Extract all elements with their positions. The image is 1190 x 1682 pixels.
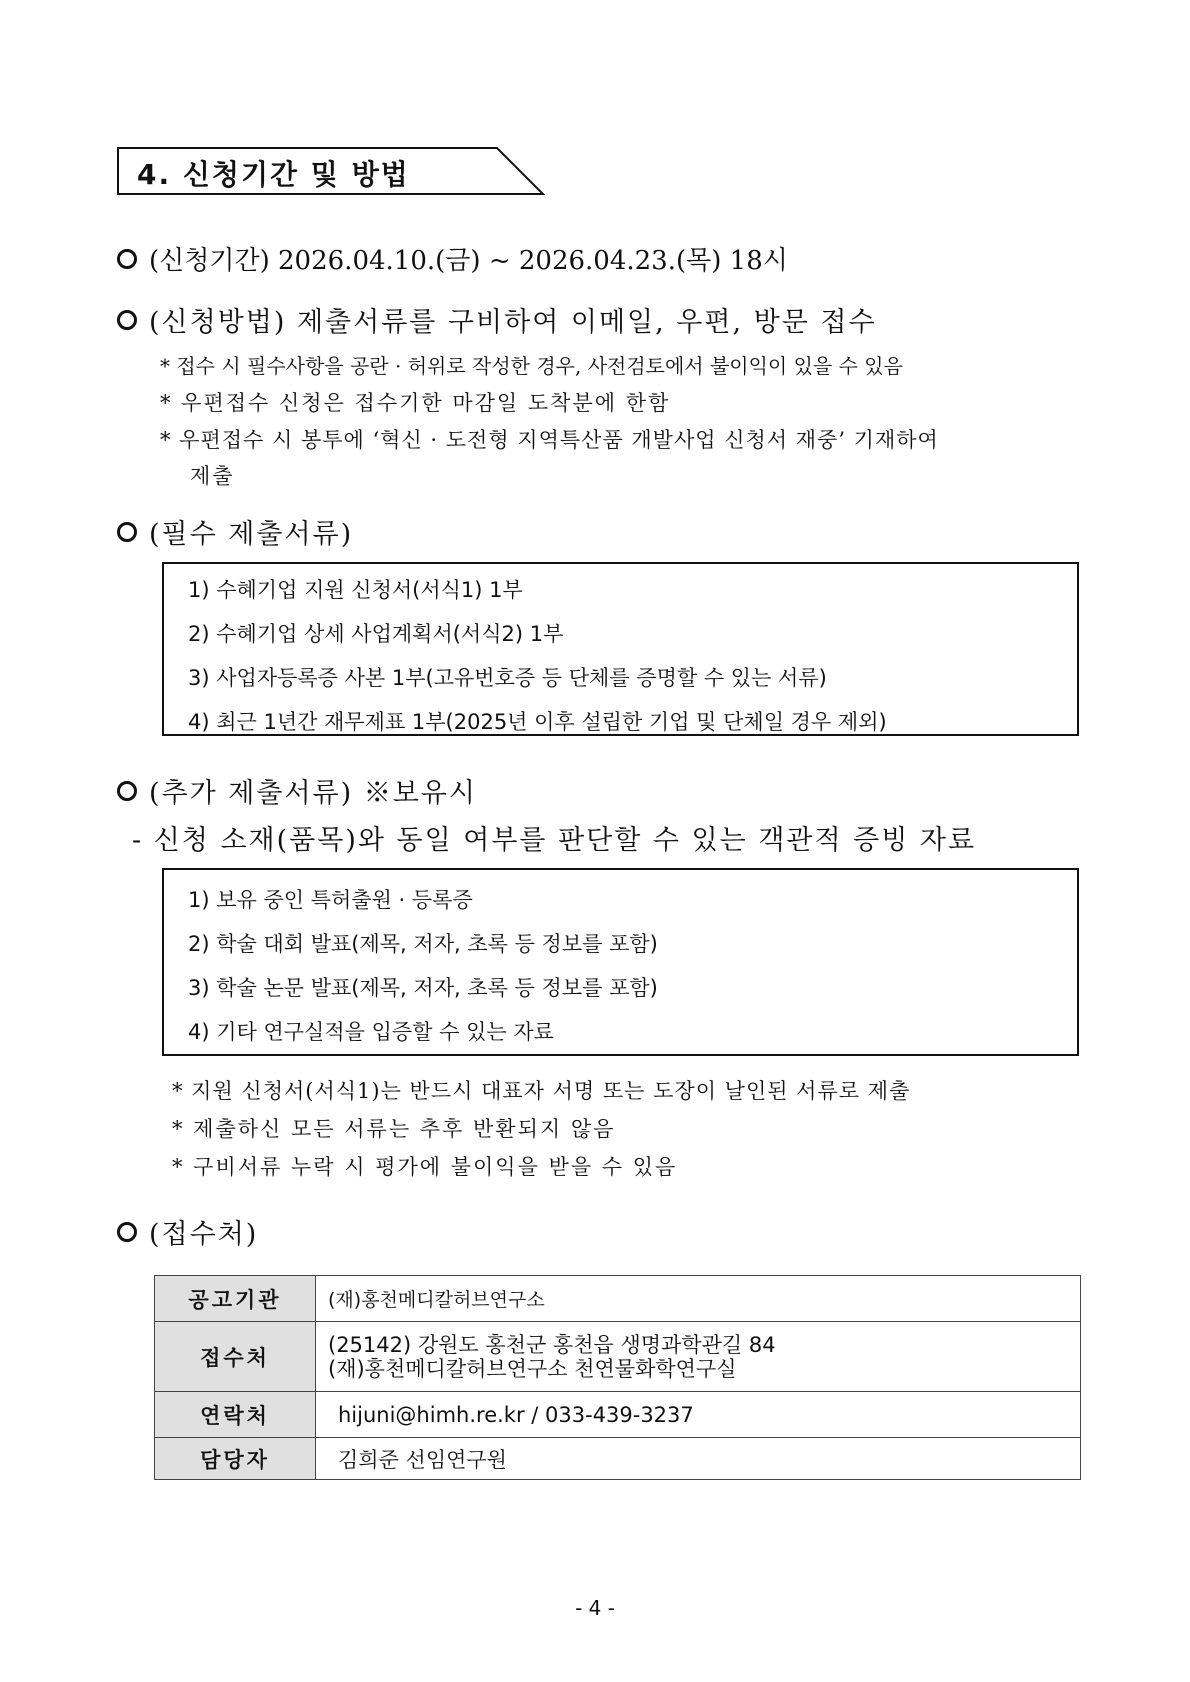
required-docs-text: (필수 제출서류) <box>149 519 354 550</box>
method-bullet <box>117 300 877 339</box>
reception-bullet <box>117 1212 258 1251</box>
method-note: 제출 <box>190 464 235 488</box>
list-item: 3) 사업자등록증 사본 1부(고유번호증 등 단체를 증명할 수 있는 서류) <box>188 666 827 690</box>
circle-bullet-icon <box>117 781 137 801</box>
additional-docs-note: * 구비서류 누락 시 평가에 불이익을 받을 수 있음 <box>172 1155 678 1179</box>
list-item: 2) 학술 대회 발표(제목, 저자, 초록 등 정보를 포함) <box>188 932 658 956</box>
circle-bullet-icon <box>117 522 137 542</box>
list-item: 1) 수혜기업 지원 신청서(서식1) 1부 <box>188 578 523 602</box>
circle-bullet-icon <box>117 1222 137 1242</box>
additional-docs-text: (추가 제출서류) ※보유시 <box>149 778 477 809</box>
table-label: 담당자 <box>155 1438 316 1480</box>
method-note: * 우편접수 신청은 접수기한 마감일 도착분에 한함 <box>160 391 671 415</box>
additional-docs-sub: - 신청 소재(품목)와 동일 여부를 판단할 수 있는 객관적 증빙 자료 <box>132 825 977 856</box>
table-row <box>155 1392 1081 1438</box>
list-item: 1) 보유 중인 특허출원 · 등록증 <box>188 888 473 912</box>
table-value: 김희준 선임연구원 <box>316 1438 1081 1480</box>
page-number: - 4 - <box>575 1596 615 1620</box>
period-text: (신청기간) 2026.04.10.(금) ~ 2026.04.23.(목) 18시 <box>149 246 788 276</box>
circle-bullet-icon <box>117 310 137 330</box>
additional-docs-note: * 제출하신 모든 서류는 추후 반환되지 않음 <box>172 1117 616 1141</box>
table-label: 공고기관 <box>155 1276 316 1322</box>
table-row <box>155 1322 1081 1392</box>
reception-text: (접수처) <box>149 1219 259 1250</box>
section-title: 4. 신청기간 및 방법 <box>137 158 410 191</box>
required-docs-bullet <box>117 512 353 551</box>
additional-docs-box <box>162 868 1079 1056</box>
table-value: (재)홍천메디칼허브연구소 <box>316 1276 1081 1322</box>
method-note: * 접수 시 필수사항을 공란 · 허위로 작성한 경우, 사전검토에서 불이익이 있을 수 있음 <box>160 354 903 378</box>
required-docs-box <box>162 562 1079 736</box>
table-label: 접수처 <box>155 1322 316 1392</box>
circle-bullet-icon <box>117 249 137 269</box>
table-row <box>155 1438 1081 1480</box>
list-item: 3) 학술 논문 발표(제목, 저자, 초록 등 정보를 포함) <box>188 976 658 1000</box>
additional-docs-bullet <box>117 771 477 810</box>
table-value: hijuni@himh.re.kr / 033-439-3237 <box>316 1392 1081 1438</box>
table-label: 연락처 <box>155 1392 316 1438</box>
address-line: (25142) 강원도 홍천군 홍천읍 생명과학관길 84 <box>328 1332 776 1357</box>
address-line: (재)홍천메디칼허브연구소 천연물화학연구실 <box>328 1356 737 1381</box>
list-item: 2) 수혜기업 상세 사업계획서(서식2) 1부 <box>188 622 564 646</box>
section-header <box>117 147 545 195</box>
list-item: 4) 기타 연구실적을 입증할 수 있는 자료 <box>188 1020 554 1044</box>
period-bullet <box>117 240 788 277</box>
table-row <box>155 1276 1081 1322</box>
method-text: (신청방법) 제출서류를 구비하여 이메일, 우편, 방문 접수 <box>149 307 877 338</box>
reception-table <box>154 1275 1081 1480</box>
list-item: 4) 최근 1년간 재무제표 1부(2025년 이후 설립한 기업 및 단체일 경우 제외) <box>188 710 887 734</box>
method-note: * 우편접수 시 봉투에 ‘혁신 · 도전형 지역특산품 개발사업 신청서 재중’ 기재하여 <box>160 428 939 452</box>
additional-docs-note: * 지원 신청서(서식1)는 반드시 대표자 서명 또는 도장이 날인된 서류로 제출 <box>172 1079 911 1103</box>
table-value <box>316 1322 1081 1392</box>
